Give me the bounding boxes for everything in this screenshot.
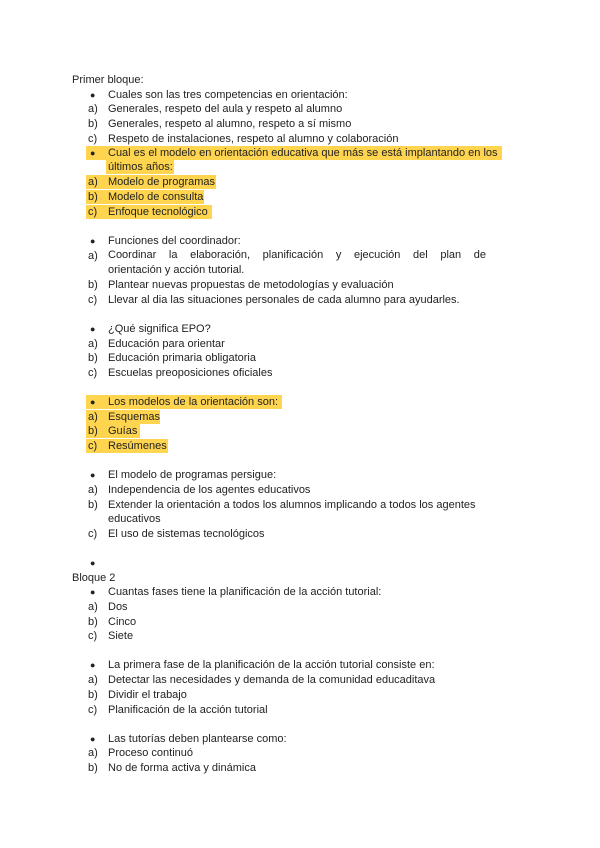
question-5-option-a: Esquemas [108,411,160,423]
question-9-option-a: Proceso continuó [108,747,193,759]
question-1: Cuales son las tres competencias en orientación: [108,89,348,101]
question-8: La primera fase de la planificación de la acción tutorial consiste en: [108,659,435,671]
option-marker: a) [88,103,98,115]
option-marker: b) [88,352,98,364]
question-9: Las tutorías deben plantearse como: [108,733,287,745]
bullet-icon: ● [90,734,96,744]
option-marker: b) [88,616,98,628]
question-3-option-a-line-1: Coordinar la elaboración, planificación y ejecución del plan de [108,249,486,261]
option-marker: c) [88,206,98,218]
option-marker: b) [88,279,98,291]
question-3-option-a-line-2: orientación y acción tutorial. [108,264,245,276]
option-marker: b) [88,689,98,701]
bullet-icon: ● [90,587,96,597]
question-4-option-a: Educación para orientar [108,338,225,350]
question-2-option-c: Enfoque tecnológico [108,206,208,218]
question-6: El modelo de programas persigue: [108,469,277,481]
option-marker: a) [88,250,98,262]
question-3-option-c: Llevar al dia las situaciones personales de cada alumno para ayudarles. [108,294,460,306]
bullet-icon: ● [90,397,96,407]
option-marker: c) [88,704,98,716]
bullet-icon: ● [90,148,96,158]
option-marker: a) [88,176,98,188]
question-6-option-b-line-1: Extender la orientación a todos los alumnos implicando a todos los agentes [108,499,476,511]
question-7-option-c: Siete [108,630,134,642]
option-marker: a) [88,747,98,759]
question-4: ¿Qué significa EPO? [108,323,211,335]
question-8-option-b: Dividir el trabajo [108,689,187,701]
question-2-option-b: Modelo de consulta [108,191,204,203]
question-7: Cuantas fases tiene la planificación de la acción tutorial: [108,586,382,598]
bullet-icon: ● [90,558,96,568]
option-marker: a) [88,674,98,686]
option-marker: b) [88,499,98,511]
question-5-option-b: Guías [108,425,138,437]
option-marker: b) [88,762,98,774]
option-marker: b) [88,191,98,203]
option-marker: c) [88,294,98,306]
question-6-option-a: Independencia de los agentes educativos [108,484,311,496]
question-6-option-b-line-2: educativos [108,513,161,525]
question-2-option-a: Modelo de programas [108,176,216,188]
question-9-option-b: No de forma activa y dinámica [108,762,256,774]
question-7-option-b: Cinco [108,616,137,628]
question-5: Los modelos de la orientación son: [108,396,278,408]
option-marker: b) [88,425,98,437]
question-1-option-a: Generales, respeto del aula y respeto al alumno [108,103,343,115]
option-marker: c) [88,440,98,452]
question-3-option-b: Plantear nuevas propuestas de metodologías y evaluación [108,279,394,291]
question-1-option-c: Respeto de instalaciones, respeto al alumno y colaboración [108,133,399,145]
bullet-icon: ● [90,660,96,670]
question-2-line-1: Cual es el modelo en orientación educativa que más se está implantando en los [108,147,498,159]
option-marker: c) [88,528,98,540]
bullet-icon: ● [90,470,96,480]
bullet-icon: ● [90,324,96,334]
option-marker: c) [88,133,98,145]
bullet-icon: ● [90,236,96,246]
option-marker: a) [88,411,98,423]
question-7-option-a: Dos [108,601,128,613]
question-6-option-c: El uso de sistemas tecnológicos [108,528,265,540]
question-4-option-b: Educación primaria obligatoria [108,352,256,364]
section-title-block2: Bloque 2 [72,572,116,584]
question-8-option-a: Detectar las necesidades y demanda de la comunidad educaditava [108,674,436,686]
option-marker: a) [88,484,98,496]
option-marker: c) [88,367,98,379]
question-5-option-c: Resúmenes [108,440,167,452]
question-8-option-c: Planificación de la acción tutorial [108,704,268,716]
bullet-icon: ● [90,90,96,100]
section-title-block1: Primer bloque: [72,74,144,86]
option-marker: c) [88,630,98,642]
question-2-line-2: últimos años: [108,161,173,173]
option-marker: b) [88,118,98,130]
question-3: Funciones del coordinador: [108,235,241,247]
question-4-option-c: Escuelas preoposiciones oficiales [108,367,273,379]
option-marker: a) [88,601,98,613]
question-1-option-b: Generales, respeto al alumno, respeto a sí mismo [108,118,352,130]
option-marker: a) [88,338,98,350]
